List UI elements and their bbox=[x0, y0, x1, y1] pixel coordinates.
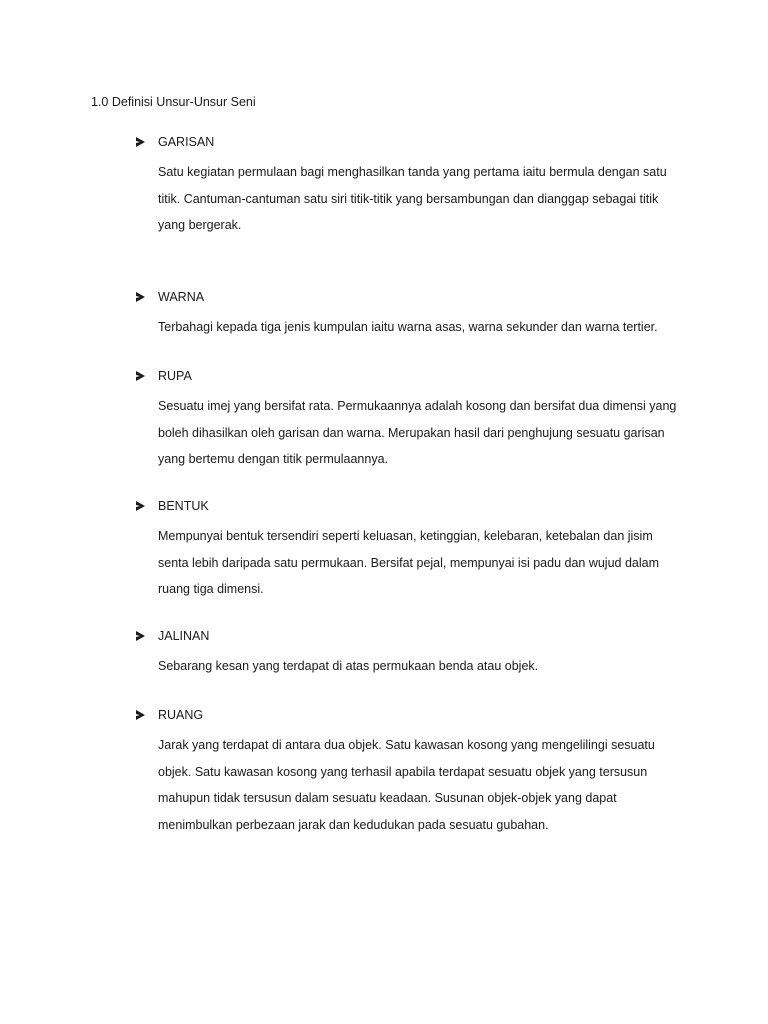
body-line: Sebarang kesan yang terdapat di atas permukaan benda atau objek. bbox=[158, 659, 539, 673]
section-heading: WARNA bbox=[158, 290, 205, 304]
section-body bbox=[158, 159, 698, 239]
body-line: Sesuatu imej yang bersifat rata. Permukaannya adalah kosong dan bersifat dua dimensi yang bbox=[158, 399, 677, 413]
section-heading: BENTUK bbox=[158, 499, 209, 513]
body-line: menimbulkan perbezaan jarak dan kedudukan pada sesuatu gubahan. bbox=[158, 817, 549, 832]
arrow-bullet-icon bbox=[136, 371, 145, 381]
section-body bbox=[158, 523, 698, 603]
body-line: titik. Cantuman-cantuman satu siri titik-titik yang bersambungan dan dianggap sebagai titik bbox=[158, 191, 659, 206]
section-body bbox=[158, 653, 698, 680]
body-line: Mempunyai bentuk tersendiri seperti keluasan, ketinggian, kelebaran, ketebalan dan jisim bbox=[158, 529, 653, 543]
section-body bbox=[158, 732, 698, 838]
section-heading: RUANG bbox=[158, 708, 204, 722]
body-line: senta lebih daripada satu permukaan. Bersifat pejal, mempunyai isi padu dan wujud dalam bbox=[158, 555, 659, 570]
section-body bbox=[158, 393, 698, 473]
arrow-bullet-icon bbox=[136, 292, 145, 302]
section-body bbox=[158, 314, 698, 341]
body-line: Jarak yang terdapat di antara dua objek. Satu kawasan kosong yang mengelilingi sesuatu bbox=[158, 738, 655, 752]
section-heading: GARISAN bbox=[158, 135, 215, 149]
section-heading: RUPA bbox=[158, 369, 192, 383]
section-heading-row bbox=[136, 367, 192, 385]
section-heading-row bbox=[136, 497, 209, 515]
body-line: objek. Satu kawasan kosong yang terhasil apabila terdapat sesuatu objek yang tersusun bbox=[158, 764, 648, 779]
section-heading-row bbox=[136, 288, 204, 306]
body-line: Terbahagi kepada tiga jenis kumpulan iaitu warna asas, warna sekunder dan warna tertier. bbox=[158, 320, 658, 334]
section-heading-row bbox=[136, 706, 203, 724]
section-heading-row bbox=[136, 133, 214, 151]
body-line: ruang tiga dimensi. bbox=[158, 582, 264, 596]
arrow-bullet-icon bbox=[136, 631, 145, 641]
section-heading-row bbox=[136, 627, 209, 645]
document-title: 1.0 Definisi Unsur-Unsur Seni bbox=[91, 95, 256, 109]
arrow-bullet-icon bbox=[136, 501, 145, 511]
body-line: yang bertemu dengan titik permulaannya. bbox=[158, 452, 389, 466]
body-line: boleh dihasilkan oleh garisan dan warna. Merupakan hasil dari penghujung sesuatu garisan bbox=[158, 425, 665, 440]
section-heading: JALINAN bbox=[158, 629, 210, 643]
body-line: mahupun tidak tersusun dalam sesuatu keadaan. Susunan objek-objek yang dapat bbox=[158, 791, 617, 805]
arrow-bullet-icon bbox=[136, 137, 145, 147]
body-line: yang bergerak. bbox=[158, 218, 242, 232]
arrow-bullet-icon bbox=[136, 710, 145, 720]
body-line: Satu kegiatan permulaan bagi menghasilkan tanda yang pertama iaitu bermula dengan satu bbox=[158, 165, 667, 179]
